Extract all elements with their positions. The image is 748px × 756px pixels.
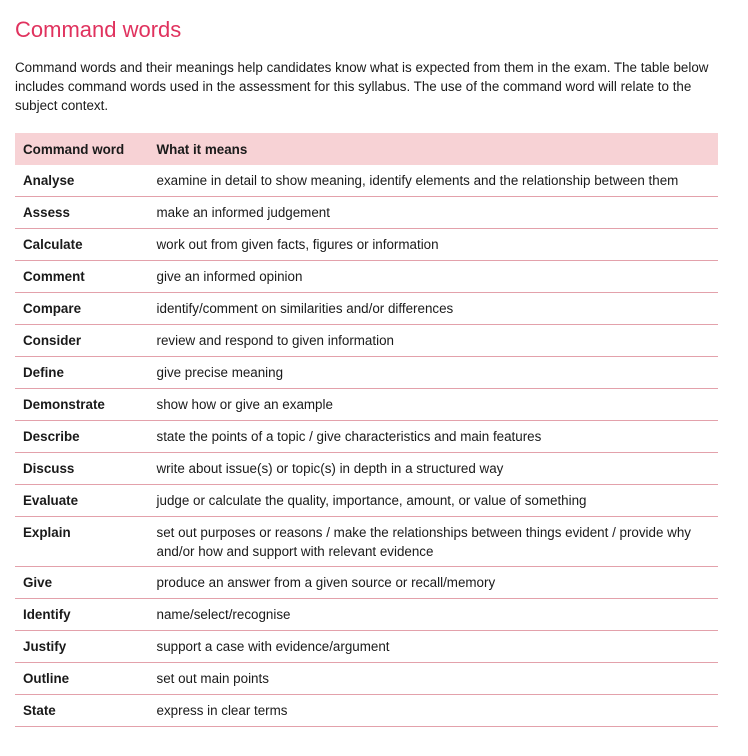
meaning-cell: support a case with evidence/argument — [149, 631, 718, 663]
table-row — [15, 389, 718, 421]
table-row — [15, 517, 718, 567]
meaning-cell: write about issue(s) or topic(s) in depth in a structured way — [149, 453, 718, 485]
command-word-cell: State — [15, 695, 149, 727]
meaning-cell: identify/comment on similarities and/or differences — [149, 293, 718, 325]
meaning-cell: show how or give an example — [149, 389, 718, 421]
table-row — [15, 599, 718, 631]
command-word-cell: Assess — [15, 197, 149, 229]
meaning-cell: set out main points — [149, 663, 718, 695]
command-word-cell: Analyse — [15, 165, 149, 197]
meaning-cell: examine in detail to show meaning, identify elements and the relationship between them — [149, 165, 718, 197]
table-row — [15, 165, 718, 197]
meaning-cell: make an informed judgement — [149, 197, 718, 229]
command-word-cell: Compare — [15, 293, 149, 325]
table-row — [15, 197, 718, 229]
command-words-table — [15, 133, 718, 727]
command-word-cell: Justify — [15, 631, 149, 663]
table-row — [15, 567, 718, 599]
meaning-cell: set out purposes or reasons / make the relationships between things evident / provide why and/or how and support with relevant evidence — [149, 517, 718, 567]
command-word-cell: Define — [15, 357, 149, 389]
meaning-cell: give precise meaning — [149, 357, 718, 389]
table-row — [15, 293, 718, 325]
header-command-word: Command word — [15, 133, 149, 165]
table-row — [15, 453, 718, 485]
header-what-it-means: What it means — [149, 133, 718, 165]
meaning-cell: judge or calculate the quality, importance, amount, or value of something — [149, 485, 718, 517]
meaning-cell: name/select/recognise — [149, 599, 718, 631]
command-word-cell: Evaluate — [15, 485, 149, 517]
table-row — [15, 357, 718, 389]
intro-paragraph: Command words and their meanings help candidates know what is expected from them in the exam. The table below includes command words used in the assessment for this syllabus. The use of the command word will relate to the subject context. — [15, 60, 709, 113]
command-word-cell: Explain — [15, 517, 149, 567]
command-word-cell: Identify — [15, 599, 149, 631]
command-word-cell: Outline — [15, 663, 149, 695]
command-word-cell: Give — [15, 567, 149, 599]
command-word-cell: Comment — [15, 261, 149, 293]
command-word-cell: Calculate — [15, 229, 149, 261]
table-row — [15, 631, 718, 663]
meaning-cell: express in clear terms — [149, 695, 718, 727]
table-row — [15, 421, 718, 453]
table-row — [15, 229, 718, 261]
table-row — [15, 261, 718, 293]
table-row — [15, 663, 718, 695]
command-word-cell: Demonstrate — [15, 389, 149, 421]
meaning-cell: state the points of a topic / give characteristics and main features — [149, 421, 718, 453]
meaning-cell: work out from given facts, figures or information — [149, 229, 718, 261]
table-header-row — [15, 133, 718, 165]
command-word-cell: Describe — [15, 421, 149, 453]
command-word-cell: Discuss — [15, 453, 149, 485]
page-title: Command words — [15, 17, 182, 42]
meaning-cell: review and respond to given information — [149, 325, 718, 357]
table-row — [15, 695, 718, 727]
meaning-cell: give an informed opinion — [149, 261, 718, 293]
meaning-cell: produce an answer from a given source or recall/memory — [149, 567, 718, 599]
table-row — [15, 485, 718, 517]
table-row — [15, 325, 718, 357]
command-word-cell: Consider — [15, 325, 149, 357]
